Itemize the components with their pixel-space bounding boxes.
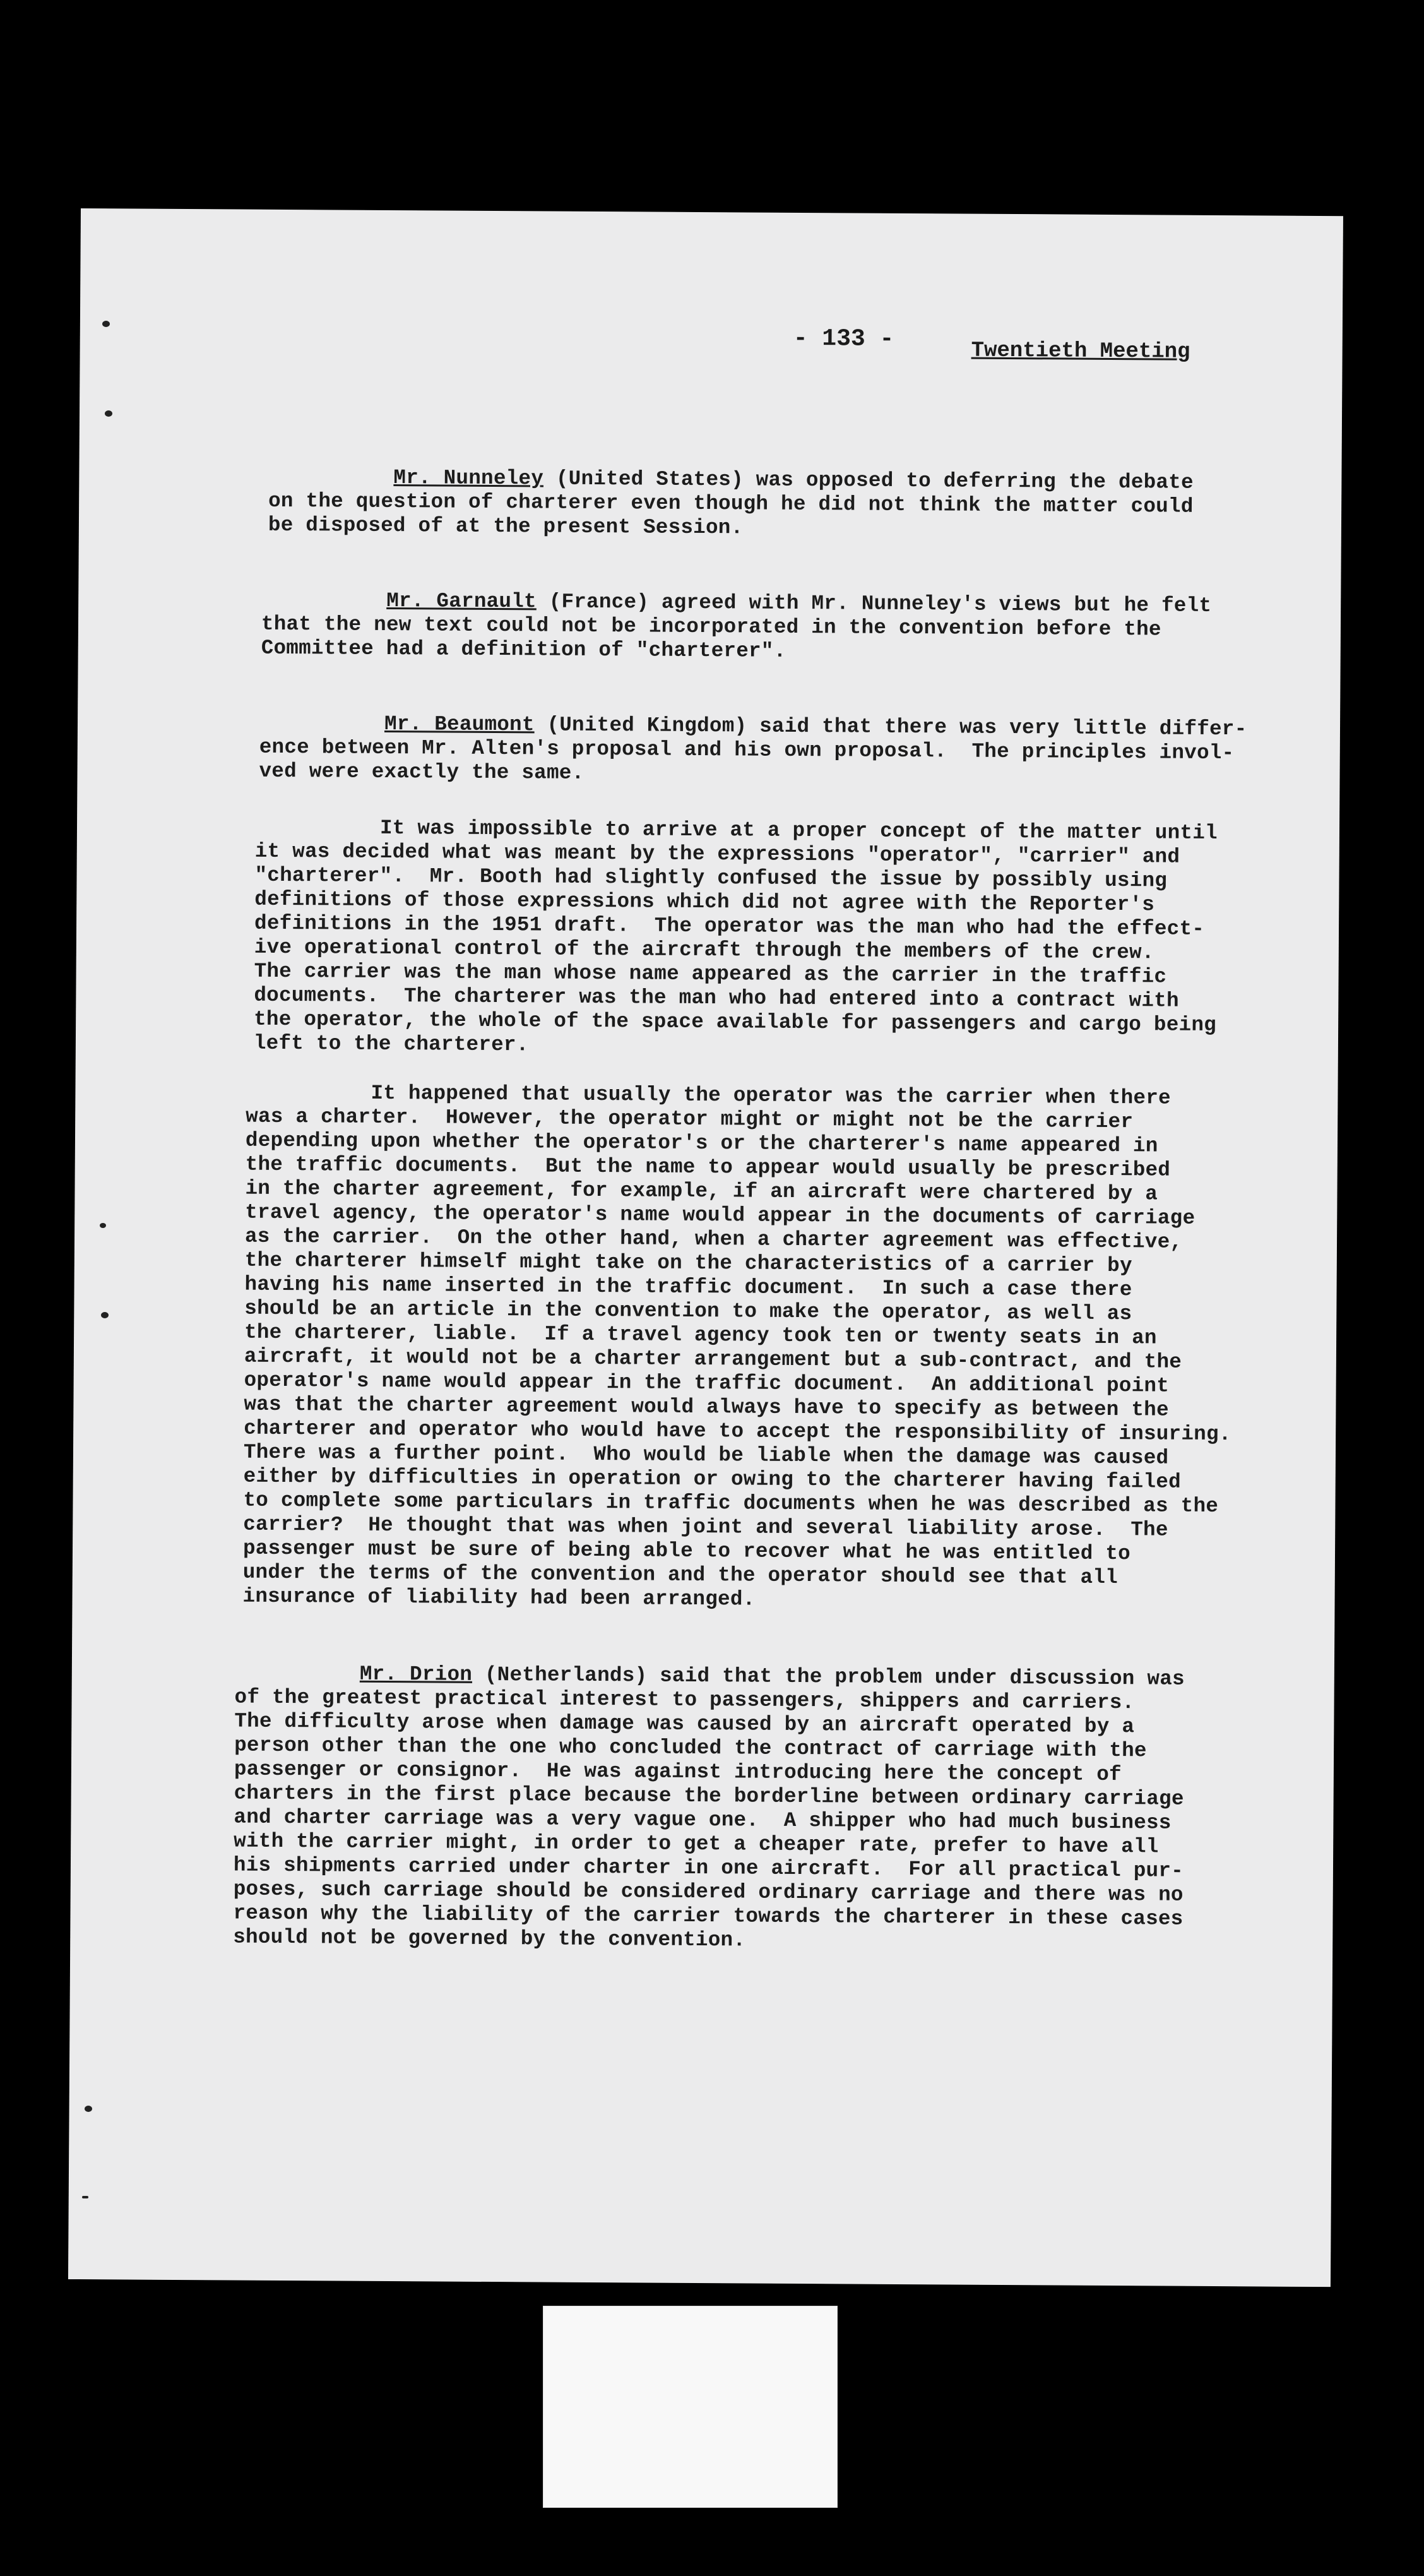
paragraph-text: (United States) was opposed to deferring the debate on the question of charterer even though he did not think the matter could be disposed of at the present Session.: [268, 467, 1194, 540]
speaker-name: Mr. Garnault: [386, 588, 537, 614]
speaker-name: Mr. Drion: [359, 1662, 473, 1686]
paragraph-beaumont: [259, 712, 1247, 790]
punch-hole-mark: [82, 2196, 88, 2198]
blank-tab-card: [543, 2306, 838, 2508]
paragraph-concept: [254, 816, 1218, 1061]
punch-hole-mark: [105, 410, 112, 417]
paragraph-nunneley: [268, 465, 1194, 543]
punch-hole-mark: [101, 1312, 109, 1318]
page-number: - 133 -: [793, 325, 894, 353]
paragraph-garnault: [261, 588, 1212, 666]
punch-hole-mark: [100, 1223, 106, 1228]
punch-hole-mark: [102, 321, 110, 327]
paragraph-text: (Netherlands) said that the problem under discussion was of the greatest practical interest to passengers, shippers and carriers. The difficulty arose when damage was caused by an aircraft operated by a person other than the one who concluded the contract of carriage with the passenger or consignor. He was against introducing here the concept of charters in the first place because the borderline between ordinary carriage and charter carriage was a very vague one. A shipper who had much business with the carrier might, in order to get a cheaper rate, prefer to have all his shipments carried under charter in one aircraft. For all practical pur- poses, such carriage should be considered ordinary carriage and there was no reason why the liability of the carrier towards the charterer in these cases should not be governed by the convention.: [233, 1662, 1185, 1952]
punch-hole-mark: [85, 2106, 92, 2112]
paragraph-text: It was impossible to arrive at a proper concept of the matter until it was decided what was meant by the expressions "operator", "carrier" and "charterer". Mr. Booth had slightly confused the issue by possibly using definitions of those expressions which did not agree with the Reporter's definitions in the 1951 draft. The operator was the man who had the effect- ive operational control of the aircraft through the members of the crew. The carrier was the man whose name appeared as the carrier in the traffic documents. The charterer was the man who had entered into a contract with the operator, the whole of the space available for passengers and cargo being left to the charterer.: [253, 816, 1218, 1057]
meeting-title: Twentieth Meeting: [971, 338, 1190, 364]
document-page: [68, 208, 1343, 2287]
speaker-name: Mr. Beaumont: [384, 712, 535, 737]
paragraph-text: (France) agreed with Mr. Nunneley's views but he felt that the new text could not be incorporated in the convention before the Committee had a definition of "charterer".: [261, 590, 1212, 663]
paragraph-text: It happened that usually the operator was the carrier when there was a charter. However, the operator might or might not be the carrier depending upon whether the operator's or the charterer's name appeared in the traffic documents. But the name to appear would usually be prescribed in the charter agreement, for example, if an aircraft were chartered by a travel agency, the operator's name would appear in the documents of carriage as the carrier. On the other hand, when a charter agreement was effective, the charterer himself might take on the characteristics of a carrier by having his name inserted in the traffic document. In such a case there should be an article in the convention to make the operator, as well as the charterer, liable. If a travel agency took ten or twenty seats in an aircraft, it would not be a charter arrangement but a sub-contract, and the operator's name would appear in the traffic document. An additional point was that the charter agreement would always have to specify as between the charterer and operator who would have to accept the responsibility of insuring. There was a further point. Who would be liable when the damage was caused either by difficulties in operation or owing to the charterer having failed to complete some particulars in traffic documents when he was described as the carrier? He thought that was when joint and several liability arose. The passenger must be sure of being able to recover what he was entitled to under the terms of the convention and the operator should see that all insurance of liability had been arranged.: [242, 1081, 1231, 1611]
speaker-name: Mr. Nunneley: [393, 466, 544, 491]
paragraph-text: (United Kingdom) said that there was very little differ- ence between Mr. Alten's proposal and his own proposal. The principles invol- ved were exactly the same.: [259, 713, 1247, 785]
paragraph-charter: [242, 1081, 1233, 1615]
paragraph-drion: [233, 1662, 1185, 1955]
